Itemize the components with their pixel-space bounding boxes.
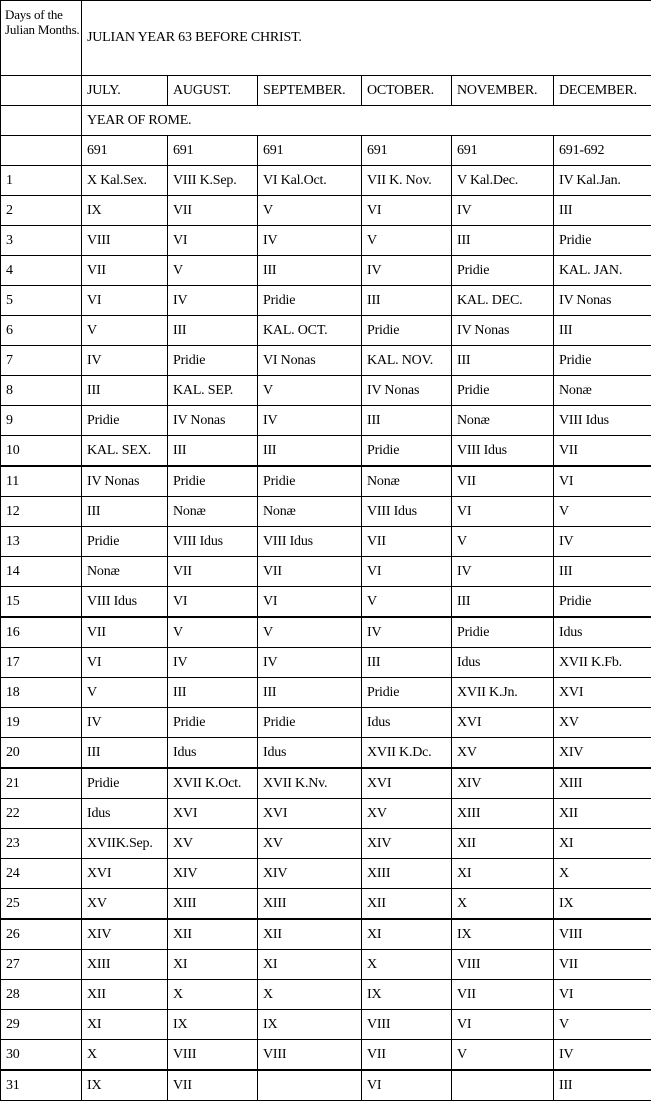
roman-date-cell: XVII K.Nv. <box>258 768 362 799</box>
roman-date-cell: IV <box>362 617 452 648</box>
roman-date-cell: VII <box>168 196 258 226</box>
roman-date-cell: KAL. SEP. <box>168 376 258 406</box>
roman-date-cell: V <box>554 497 651 527</box>
roman-date-cell: VIII <box>554 919 651 950</box>
roman-date-cell: IX <box>452 919 554 950</box>
roman-date-cell: X <box>554 859 651 889</box>
day-number: 1 <box>1 166 82 196</box>
roman-date-cell: VI Nonas <box>258 346 362 376</box>
roman-date-cell: Nonæ <box>554 376 651 406</box>
roman-date-cell: VIII Idus <box>258 527 362 557</box>
roman-date-cell: VI <box>168 587 258 618</box>
day-number: 7 <box>1 346 82 376</box>
year-value: 691 <box>452 136 554 166</box>
year-of-rome-row <box>1 106 651 136</box>
day-row <box>1 678 651 708</box>
table-title: JULIAN YEAR 63 BEFORE CHRIST. <box>82 1 651 76</box>
day-row <box>1 708 651 738</box>
roman-date-cell: V <box>258 196 362 226</box>
empty-cell <box>1 136 82 166</box>
roman-date-cell: XIV <box>258 859 362 889</box>
roman-date-cell: III <box>554 196 651 226</box>
roman-date-cell: V <box>258 376 362 406</box>
roman-date-cell: VIII <box>258 1040 362 1071</box>
roman-date-cell: Pridie <box>362 316 452 346</box>
day-row <box>1 980 651 1010</box>
roman-date-cell: Pridie <box>168 466 258 497</box>
day-number: 12 <box>1 497 82 527</box>
roman-date-cell: VII <box>452 466 554 497</box>
roman-date-cell: Idus <box>362 708 452 738</box>
roman-date-cell: Idus <box>82 799 168 829</box>
roman-date-cell: IX <box>82 1070 168 1101</box>
roman-date-cell <box>258 1070 362 1101</box>
day-row <box>1 738 651 769</box>
roman-date-cell: IV <box>452 196 554 226</box>
roman-date-cell: VIII K.Sep. <box>168 166 258 196</box>
month-header-row <box>1 76 651 106</box>
roman-date-cell: XI <box>82 1010 168 1040</box>
roman-date-cell: X <box>168 980 258 1010</box>
roman-date-cell: Pridie <box>82 527 168 557</box>
roman-date-cell: XII <box>258 919 362 950</box>
day-row <box>1 196 651 226</box>
roman-date-cell: VII <box>82 256 168 286</box>
roman-date-cell: V <box>82 316 168 346</box>
empty-cell <box>1 76 82 106</box>
roman-date-cell: VI <box>362 557 452 587</box>
roman-date-cell: III <box>168 316 258 346</box>
roman-date-cell: VI <box>258 587 362 618</box>
roman-date-cell: V <box>362 587 452 618</box>
roman-date-cell: Nonæ <box>452 406 554 436</box>
day-row <box>1 436 651 467</box>
roman-date-cell: XIV <box>362 829 452 859</box>
month-header: NOVEMBER. <box>452 76 554 106</box>
day-row <box>1 316 651 346</box>
day-number: 17 <box>1 648 82 678</box>
day-row <box>1 166 651 196</box>
table-body <box>1 1 651 1101</box>
roman-date-cell: Pridie <box>554 587 651 618</box>
day-number: 28 <box>1 980 82 1010</box>
day-number: 8 <box>1 376 82 406</box>
roman-date-cell: XV <box>554 708 651 738</box>
roman-date-cell: KAL. SEX. <box>82 436 168 467</box>
roman-date-cell: XII <box>554 799 651 829</box>
roman-date-cell: XI <box>554 829 651 859</box>
roman-date-cell: VIII Idus <box>362 497 452 527</box>
roman-date-cell: IV <box>82 708 168 738</box>
roman-date-cell: X <box>82 1040 168 1071</box>
roman-date-cell: III <box>362 286 452 316</box>
roman-date-cell: X <box>258 980 362 1010</box>
day-row <box>1 1070 651 1101</box>
roman-date-cell: X <box>452 889 554 920</box>
day-number: 16 <box>1 617 82 648</box>
roman-date-cell: III <box>452 226 554 256</box>
roman-date-cell: IV <box>82 346 168 376</box>
day-row <box>1 466 651 497</box>
roman-date-cell: XI <box>452 859 554 889</box>
roman-date-cell: III <box>452 346 554 376</box>
day-number: 29 <box>1 1010 82 1040</box>
roman-date-cell: Pridie <box>258 286 362 316</box>
day-row <box>1 406 651 436</box>
day-number: 23 <box>1 829 82 859</box>
roman-date-cell: XIII <box>452 799 554 829</box>
roman-date-cell: KAL. DEC. <box>452 286 554 316</box>
roman-date-cell: XVII K.Jn. <box>452 678 554 708</box>
roman-date-cell: Nonæ <box>258 497 362 527</box>
roman-date-cell: Idus <box>258 738 362 769</box>
day-number: 21 <box>1 768 82 799</box>
day-number: 13 <box>1 527 82 557</box>
roman-date-cell: XIII <box>554 768 651 799</box>
roman-date-cell: IV <box>258 648 362 678</box>
month-header: AUGUST. <box>168 76 258 106</box>
roman-date-cell: VI <box>362 1070 452 1101</box>
day-number: 2 <box>1 196 82 226</box>
day-row <box>1 859 651 889</box>
roman-date-cell: XIV <box>168 859 258 889</box>
roman-date-cell: XII <box>452 829 554 859</box>
roman-date-cell: III <box>258 678 362 708</box>
year-value: 691 <box>258 136 362 166</box>
roman-date-cell: XII <box>168 919 258 950</box>
roman-date-cell: III <box>82 497 168 527</box>
roman-date-cell: Pridie <box>168 708 258 738</box>
roman-date-cell: XV <box>362 799 452 829</box>
roman-date-cell: XIII <box>82 950 168 980</box>
roman-date-cell: VI <box>168 226 258 256</box>
day-number: 30 <box>1 1040 82 1071</box>
roman-date-cell: V <box>362 226 452 256</box>
day-row <box>1 256 651 286</box>
roman-date-cell: XVI <box>362 768 452 799</box>
day-row <box>1 497 651 527</box>
roman-date-cell: XI <box>362 919 452 950</box>
roman-date-cell: III <box>554 316 651 346</box>
roman-date-cell: VIII <box>362 1010 452 1040</box>
roman-date-cell: XV <box>168 829 258 859</box>
roman-date-cell: XVI <box>82 859 168 889</box>
roman-date-cell: V <box>452 1040 554 1071</box>
day-row <box>1 950 651 980</box>
roman-date-cell: Pridie <box>452 376 554 406</box>
roman-date-cell: XIV <box>452 768 554 799</box>
day-number: 20 <box>1 738 82 769</box>
roman-date-cell: Pridie <box>82 768 168 799</box>
roman-date-cell: XV <box>452 738 554 769</box>
roman-date-cell: IX <box>258 1010 362 1040</box>
roman-date-cell: V <box>554 1010 651 1040</box>
roman-date-cell: KAL. JAN. <box>554 256 651 286</box>
day-number: 22 <box>1 799 82 829</box>
year-values-row <box>1 136 651 166</box>
roman-date-cell: XIV <box>554 738 651 769</box>
roman-date-cell: XVIIK.Sep. <box>82 829 168 859</box>
day-number: 9 <box>1 406 82 436</box>
roman-date-cell: VIII <box>168 1040 258 1071</box>
year-value: 691 <box>82 136 168 166</box>
roman-date-cell: XV <box>82 889 168 920</box>
roman-date-cell: V <box>168 617 258 648</box>
roman-date-cell: XVI <box>168 799 258 829</box>
roman-date-cell: VII <box>168 1070 258 1101</box>
roman-date-cell: Nonæ <box>362 466 452 497</box>
roman-date-cell: IV <box>554 1040 651 1071</box>
day-number: 31 <box>1 1070 82 1101</box>
roman-date-cell: IV <box>362 256 452 286</box>
roman-date-cell: Idus <box>554 617 651 648</box>
roman-date-cell: XIII <box>362 859 452 889</box>
day-row <box>1 1010 651 1040</box>
day-row <box>1 286 651 316</box>
roman-date-cell: VI <box>554 466 651 497</box>
roman-date-cell: III <box>168 678 258 708</box>
roman-date-cell: VIII <box>82 226 168 256</box>
roman-date-cell: IV Nonas <box>82 466 168 497</box>
roman-date-cell: V <box>452 527 554 557</box>
roman-date-cell: IX <box>362 980 452 1010</box>
roman-date-cell: III <box>362 648 452 678</box>
day-number: 24 <box>1 859 82 889</box>
roman-date-cell: XI <box>168 950 258 980</box>
roman-date-cell: Pridie <box>362 436 452 467</box>
roman-date-cell: XIII <box>258 889 362 920</box>
day-number: 14 <box>1 557 82 587</box>
roman-date-cell: IV <box>258 226 362 256</box>
roman-date-cell: V <box>168 256 258 286</box>
roman-date-cell: X Kal.Sex. <box>82 166 168 196</box>
roman-date-cell: Pridie <box>362 678 452 708</box>
roman-date-cell: VII <box>362 1040 452 1071</box>
roman-date-cell: Pridie <box>452 617 554 648</box>
roman-date-cell: III <box>82 738 168 769</box>
roman-date-cell: VI <box>452 497 554 527</box>
roman-date-cell: VI <box>362 196 452 226</box>
day-row <box>1 527 651 557</box>
day-row <box>1 768 651 799</box>
roman-date-cell: Pridie <box>168 346 258 376</box>
roman-date-cell: VIII Idus <box>168 527 258 557</box>
roman-date-cell: IV <box>168 648 258 678</box>
roman-date-cell: XII <box>82 980 168 1010</box>
roman-date-cell: IV Nonas <box>452 316 554 346</box>
day-row <box>1 648 651 678</box>
roman-date-cell: Idus <box>168 738 258 769</box>
roman-date-cell: Pridie <box>258 708 362 738</box>
roman-date-cell: V <box>82 678 168 708</box>
roman-date-cell: X <box>362 950 452 980</box>
roman-date-cell: III <box>362 406 452 436</box>
roman-date-cell: VII <box>554 950 651 980</box>
day-row <box>1 346 651 376</box>
day-row <box>1 889 651 920</box>
roman-date-cell: XII <box>362 889 452 920</box>
roman-date-cell: VII <box>258 557 362 587</box>
day-row <box>1 617 651 648</box>
year-value: 691-692 <box>554 136 651 166</box>
roman-date-cell: VI Kal.Oct. <box>258 166 362 196</box>
day-number: 6 <box>1 316 82 346</box>
roman-date-cell: XV <box>258 829 362 859</box>
roman-date-cell: VII <box>82 617 168 648</box>
roman-date-cell: IV Nonas <box>362 376 452 406</box>
empty-cell <box>1 106 82 136</box>
day-row <box>1 1040 651 1071</box>
day-row <box>1 376 651 406</box>
roman-date-cell: VI <box>452 1010 554 1040</box>
roman-date-cell: VI <box>554 980 651 1010</box>
roman-date-cell: VII <box>362 527 452 557</box>
roman-date-cell: Pridie <box>452 256 554 286</box>
roman-date-cell <box>452 1070 554 1101</box>
roman-date-cell: III <box>258 436 362 467</box>
roman-date-cell: KAL. OCT. <box>258 316 362 346</box>
roman-date-cell: XIV <box>82 919 168 950</box>
day-number: 18 <box>1 678 82 708</box>
month-header: JULY. <box>82 76 168 106</box>
roman-date-cell: IX <box>554 889 651 920</box>
roman-date-cell: IV <box>452 557 554 587</box>
roman-date-cell: IV <box>168 286 258 316</box>
roman-date-cell: XVII K.Oct. <box>168 768 258 799</box>
title-row <box>1 1 651 76</box>
day-row <box>1 587 651 618</box>
roman-date-cell: IV <box>258 406 362 436</box>
month-header: DECEMBER. <box>554 76 651 106</box>
roman-date-cell: Pridie <box>554 226 651 256</box>
roman-date-cell: XVI <box>554 678 651 708</box>
roman-date-cell: III <box>168 436 258 467</box>
roman-date-cell: VII <box>168 557 258 587</box>
day-number: 19 <box>1 708 82 738</box>
day-number: 11 <box>1 466 82 497</box>
roman-date-cell: III <box>258 256 362 286</box>
roman-date-cell: VIII Idus <box>554 406 651 436</box>
roman-date-cell: IV Nonas <box>554 286 651 316</box>
roman-date-cell: VII <box>554 436 651 467</box>
roman-date-cell: XVII K.Fb. <box>554 648 651 678</box>
roman-date-cell: Idus <box>452 648 554 678</box>
day-row <box>1 226 651 256</box>
roman-date-cell: IX <box>82 196 168 226</box>
day-number: 27 <box>1 950 82 980</box>
month-header: SEPTEMBER. <box>258 76 362 106</box>
day-number: 5 <box>1 286 82 316</box>
roman-date-cell: IV <box>554 527 651 557</box>
roman-date-cell: Pridie <box>554 346 651 376</box>
roman-date-cell: VI <box>82 648 168 678</box>
roman-date-cell: XIII <box>168 889 258 920</box>
year-value: 691 <box>168 136 258 166</box>
roman-date-cell: III <box>452 587 554 618</box>
roman-date-cell: XVI <box>258 799 362 829</box>
day-row <box>1 799 651 829</box>
roman-date-cell: XI <box>258 950 362 980</box>
roman-date-cell: Pridie <box>82 406 168 436</box>
roman-date-cell: VIII Idus <box>452 436 554 467</box>
day-number: 25 <box>1 889 82 920</box>
roman-date-cell: III <box>82 376 168 406</box>
day-number: 15 <box>1 587 82 618</box>
roman-date-cell: VII <box>452 980 554 1010</box>
roman-date-cell: KAL. NOV. <box>362 346 452 376</box>
roman-date-cell: III <box>554 1070 651 1101</box>
roman-date-cell: VII K. Nov. <box>362 166 452 196</box>
day-number: 10 <box>1 436 82 467</box>
day-row <box>1 919 651 950</box>
day-row <box>1 557 651 587</box>
corner-label: Days of the Julian Months. <box>1 1 82 76</box>
roman-date-cell: IV Kal.Jan. <box>554 166 651 196</box>
day-row <box>1 829 651 859</box>
roman-date-cell: Nonæ <box>82 557 168 587</box>
month-header: OCTOBER. <box>362 76 452 106</box>
roman-date-cell: VIII Idus <box>82 587 168 618</box>
roman-date-cell: V Kal.Dec. <box>452 166 554 196</box>
roman-date-cell: Pridie <box>258 466 362 497</box>
roman-date-cell: XVII K.Dc. <box>362 738 452 769</box>
roman-date-cell: IX <box>168 1010 258 1040</box>
day-number: 26 <box>1 919 82 950</box>
roman-date-cell: III <box>554 557 651 587</box>
roman-date-cell: V <box>258 617 362 648</box>
year-of-rome-label: YEAR OF ROME. <box>82 106 651 136</box>
roman-date-cell: XVI <box>452 708 554 738</box>
roman-date-cell: IV Nonas <box>168 406 258 436</box>
day-number: 4 <box>1 256 82 286</box>
year-value: 691 <box>362 136 452 166</box>
roman-date-cell: VI <box>82 286 168 316</box>
roman-date-cell: Nonæ <box>168 497 258 527</box>
day-number: 3 <box>1 226 82 256</box>
roman-date-cell: VIII <box>452 950 554 980</box>
